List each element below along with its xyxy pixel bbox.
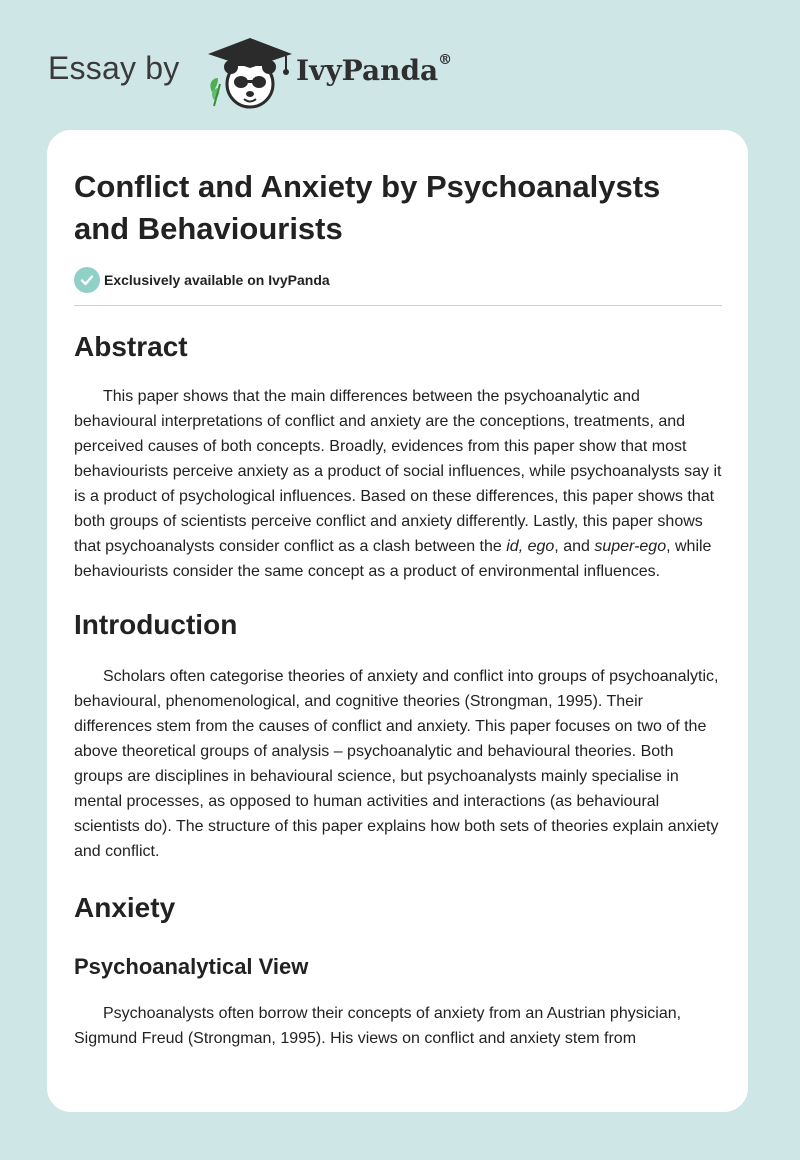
term-id-ego: id, ego (506, 538, 555, 555)
term-superego: super-ego (594, 538, 667, 555)
registered-mark: ® (438, 52, 453, 68)
exclusive-label: Exclusively available on IvyPanda (104, 272, 330, 288)
section-heading-abstract: Abstract (74, 331, 188, 362)
psychoanalytical-paragraph: Psychoanalysts often borrow their concepts of anxiety from an Austrian physician, Sigmund Freud (Strongman, 1995). His views on conflict and anxiety stem from (74, 1005, 682, 1047)
introduction-paragraph: Scholars often categorise theories of anxiety and conflict into groups of psychoanalytic, behavioural, phenomenological, and cognitive theories (Strongman, 1995). Their differences stem from the causes of conflict and anxiety. This paper focuses on two of the above theoretical groups of analysis – psychoanalytic and behavioural theories. Both groups are disciplines in behavioural science, but psychoanalysts mainly specialise in mental processes, as opposed to human activities and interactions (as behavioural scientists do). The structure of this paper explains how both sets of theories explain anxiety and conflict. (74, 668, 719, 860)
abstract-paragraph: This paper shows that the main differences between the psychoanalytic and behavioural interpretations of conflict and anxiety are the conceptions, treatments, and perceived causes of both concepts. Broadly, evidences from this paper show that most behaviourists perceive anxiety as a product of social influences, while psychoanalysts say it is a product of psychological influences. Based on these differences, this paper shows that both groups of scientists perceive conflict and anxiety differently. Lastly, this paper shows that psychoanalysts consider conflict as a clash between the id, ego, and super-ego, while behaviourists consider the same concept as a product of environmental influences. (74, 388, 722, 580)
divider (74, 305, 722, 306)
exclusive-badge (74, 266, 722, 294)
brand-name[interactable]: IvyPanda® (296, 52, 453, 87)
section-heading-introduction: Introduction (74, 609, 238, 640)
section-heading-anxiety: Anxiety (74, 892, 176, 923)
subsection-heading-psychoanalytical-view: Psychoanalytical View (74, 954, 309, 979)
ivy-leaf-icon (210, 78, 220, 106)
panda-graduate-logo-icon[interactable] (202, 34, 298, 110)
essay-by-label: Essay by (48, 50, 180, 86)
essay-card (47, 130, 748, 1112)
site-header (48, 34, 508, 114)
page-title: Conflict and Anxiety by Psychoanalysts and Behaviourists (74, 169, 661, 246)
check-circle-icon (74, 267, 100, 293)
